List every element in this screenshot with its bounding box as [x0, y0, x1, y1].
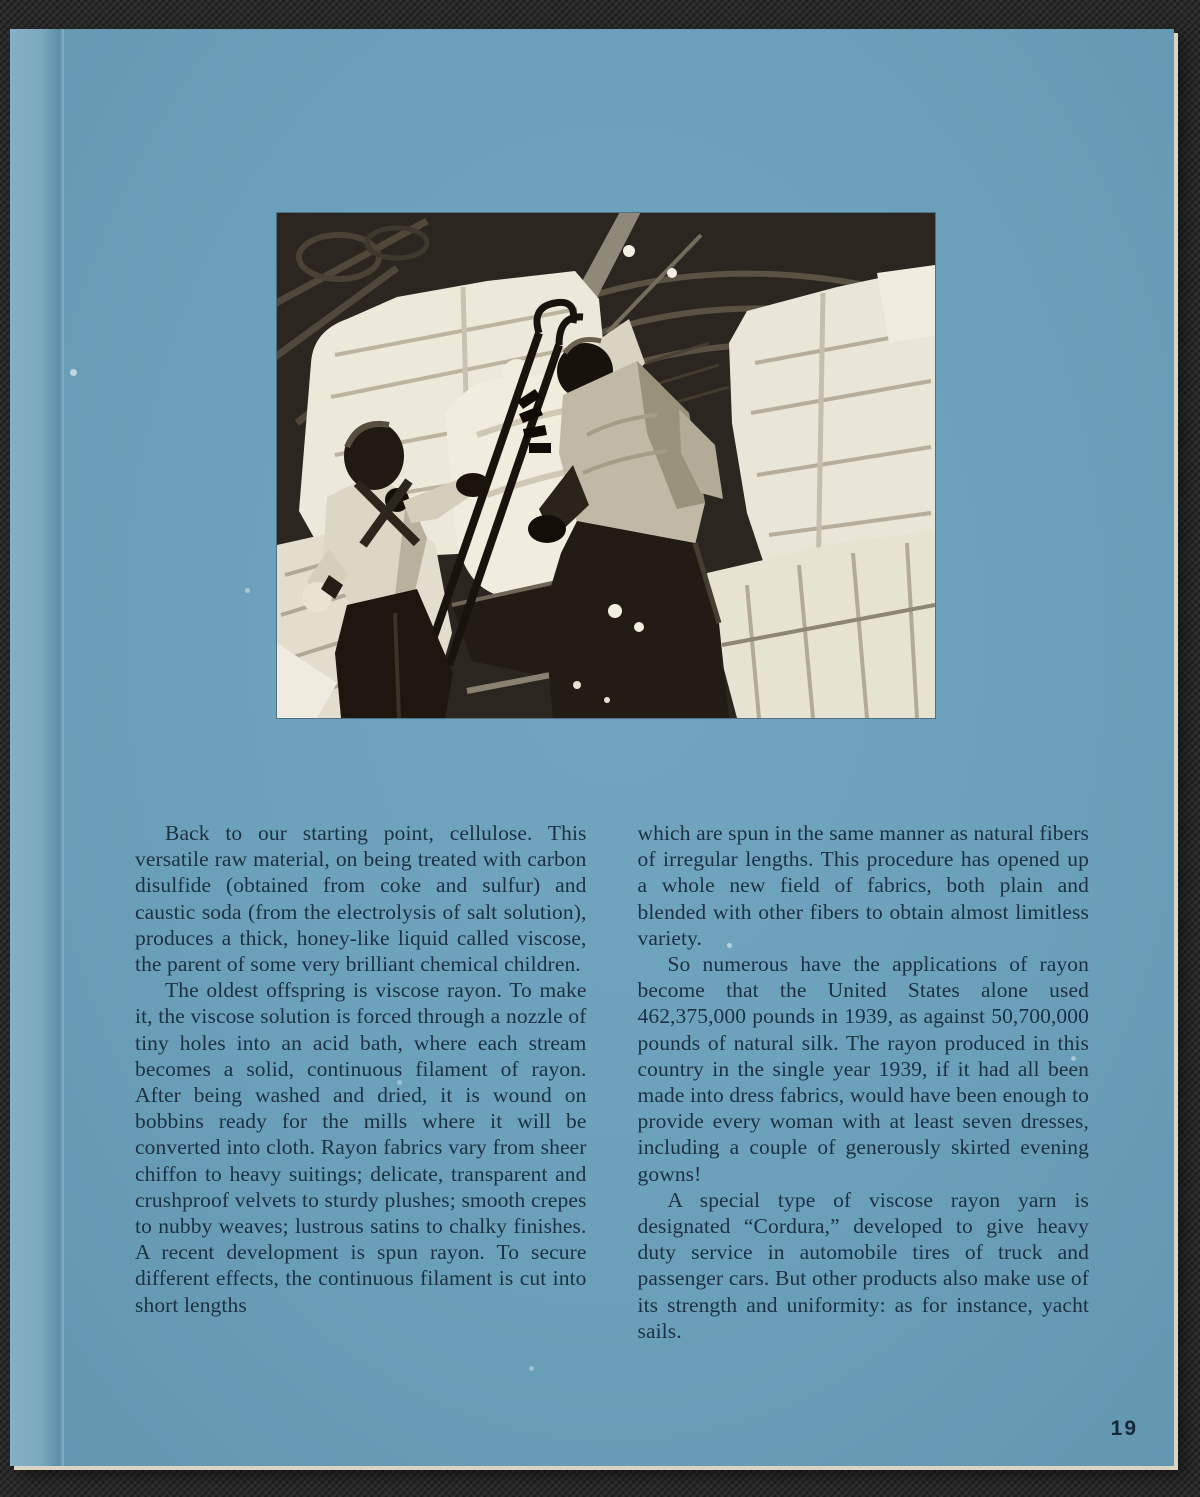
- paragraph: which are spun in the same manner as natural fibers of irregular lengths. This procedure has opened up a whole new field of fabrics, both plain and blended with other fibers to obtain almost limitless variety.: [637, 821, 1089, 950]
- paper-specks: [10, 29, 13, 32]
- booklet-page: [10, 29, 1174, 1466]
- paragraph: Back to our starting point, cellulose. This versatile raw material, on being treated with carbon disulfide (obtained from coke and sulfur) and caustic soda (from the electrolysis of salt solution), produces a thick, honey-like liquid called viscose, the parent of some very brilliant chemical children.: [135, 821, 587, 977]
- page-fold-crease: [10, 29, 64, 1466]
- paragraph: So numerous have the applications of rayon become that the United States alone used 462,375,000 pounds in 1939, as against 50,700,000 pounds of natural silk. The rayon produced in this country in the single year 1939, if it had all been made into dress fabrics, would have been enough to provide every woman with at least seven dresses, including a couple of generously skirted evening gowns!: [637, 952, 1089, 1186]
- paragraph: The oldest offspring is viscose rayon. To make it, the viscose solution is forced through a nozzle of tiny holes into an acid bath, where each stream becomes a solid, continuous filament of rayon. After being washed and dried, it is wound on bobbins ready for the mills where it will be converted into cloth. Rayon fabrics vary from sheer chiffon to heavy suitings; delicate, transparent and crushproof velvets to sturdy plushes; smooth crepes to nubby weaves; lustrous satins to chalky finishes. A recent development is spun rayon. To secure different effects, the continuous filament is cut into short lengths: [135, 978, 587, 1317]
- right-column: [638, 820, 1090, 1344]
- photo-cellulose-bales: [277, 213, 935, 718]
- photo-illustration: [277, 213, 935, 718]
- page-number: 19: [1110, 1417, 1138, 1440]
- paragraph: A special type of viscose rayon yarn is designated “Cordura,” developed to give heavy duty service in automobile tires of truck and passenger cars. But other products also make use of its strength and uniformity: as for instance, yacht sails.: [637, 1187, 1089, 1343]
- left-column: [135, 820, 587, 1344]
- article-text: [135, 820, 1089, 1344]
